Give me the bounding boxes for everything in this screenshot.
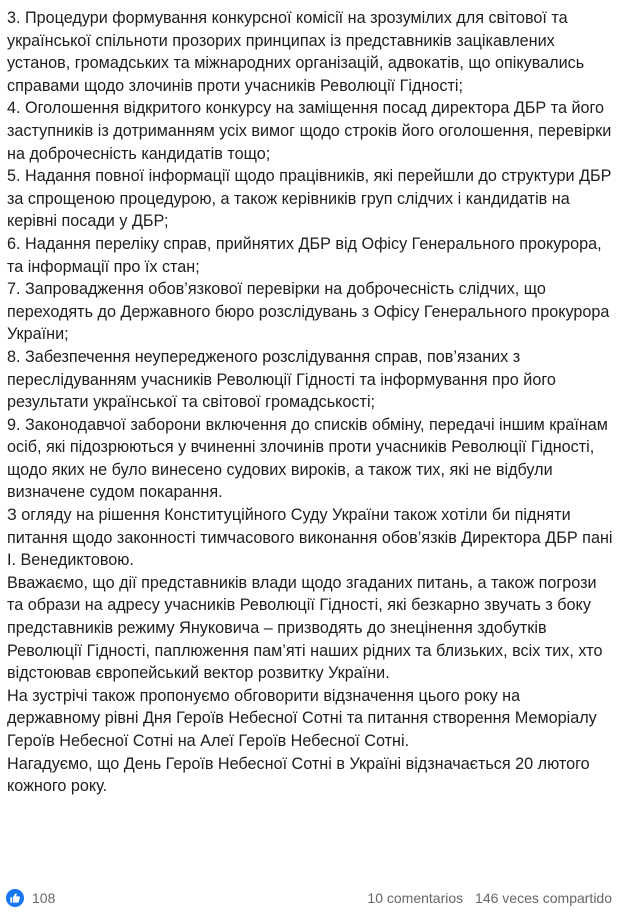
paragraph-meeting-proposal: На зустрічі також пропонуємо обговорити відзначення цього року на державному рівні Дня Героїв Небесної Сотні та питання створення Меморіалу Героїв Небесної Сотні на Алеї Героїв Небесної Сотні. [7, 686, 597, 750]
shares-count[interactable]: 146 veces compartido [475, 890, 612, 906]
paragraph-constitutional-court: З огляду на рішення Конституційного Суду України також хотіли би підняти питання щодо законності тимчасового виконання обов’язків Директора ДБР пані І. Венедиктовою. [7, 506, 613, 570]
paragraph-item-4: 4. Оголошення відкритого конкурсу на заміщення посад директора ДБР та його заступників із дотриманням усіх вимог щодо строків його оголошення, перевірки на доброчесність кандидатів тощо; [7, 99, 612, 163]
paragraph-item-8: 8. Забезпечення неупередженого розслідування справ, пов’язаних з переслідуванням учасників Революції Гідності та інформування про його результати української та світової громадськості; [7, 347, 556, 412]
reaction-count[interactable]: 108 [32, 890, 56, 906]
paragraph-item-5: 5. Надання повної інформації щодо працівників, які перейшли до структури ДБР за спрощеною процедурою, а також керівників груп слідчих і кандидатів на керівні посади у ДБР; [7, 167, 612, 231]
like-icon[interactable] [6, 889, 24, 907]
post-footer [6, 888, 614, 910]
paragraph-statement: Вважаємо, що дії представників влади щодо згаданих питань, а також погрози та образи на адресу учасників Революції Гідності, які безкарно звучать з боку представників режиму Януковича – призводять до знецінення здобутків Революції Гідності, паплюження пам’яті наших рідних та близьких, всіх тих, хто відстоював європейський вектор розвитку України. [7, 573, 603, 683]
paragraph-item-3: 3. Процедури формування конкурсної комісії на зрозумілих для світової та української спільноти прозорих принципах із представників зацікавлених установ, громадських та міжнародних організацій, адвокатів, що опікувались справами щодо злочинів проти учасників Революції Гідності; [7, 9, 585, 95]
paragraph-item-9: 9. Законодавчої заборони включення до списків обміну, передачі іншим країнам осіб, які підозрюються у вчиненні злочинів проти учасників Революції Гідності, щодо яких не було винесено судових вироків, а також тих, які не відбули визначене судом покарання. [7, 415, 608, 502]
comments-count[interactable]: 10 comentarios [367, 890, 464, 906]
paragraph-item-6: 6. Надання переліку справ, прийнятих ДБР від Офісу Генерального прокурора, та інформації про їх стан; [7, 234, 602, 276]
post-stats [359, 890, 612, 906]
paragraph-reminder: Нагадуємо, що День Героїв Небесної Сотні в Україні відзначається 20 лютого кожного року. [7, 754, 590, 796]
paragraph-item-7: 7. Запровадження обов’язкової перевірки на доброчесність слідчих, що переходять до Державного бюро розслідувань з Офісу Генерального прокурора України; [7, 280, 610, 344]
post-body [7, 7, 615, 798]
